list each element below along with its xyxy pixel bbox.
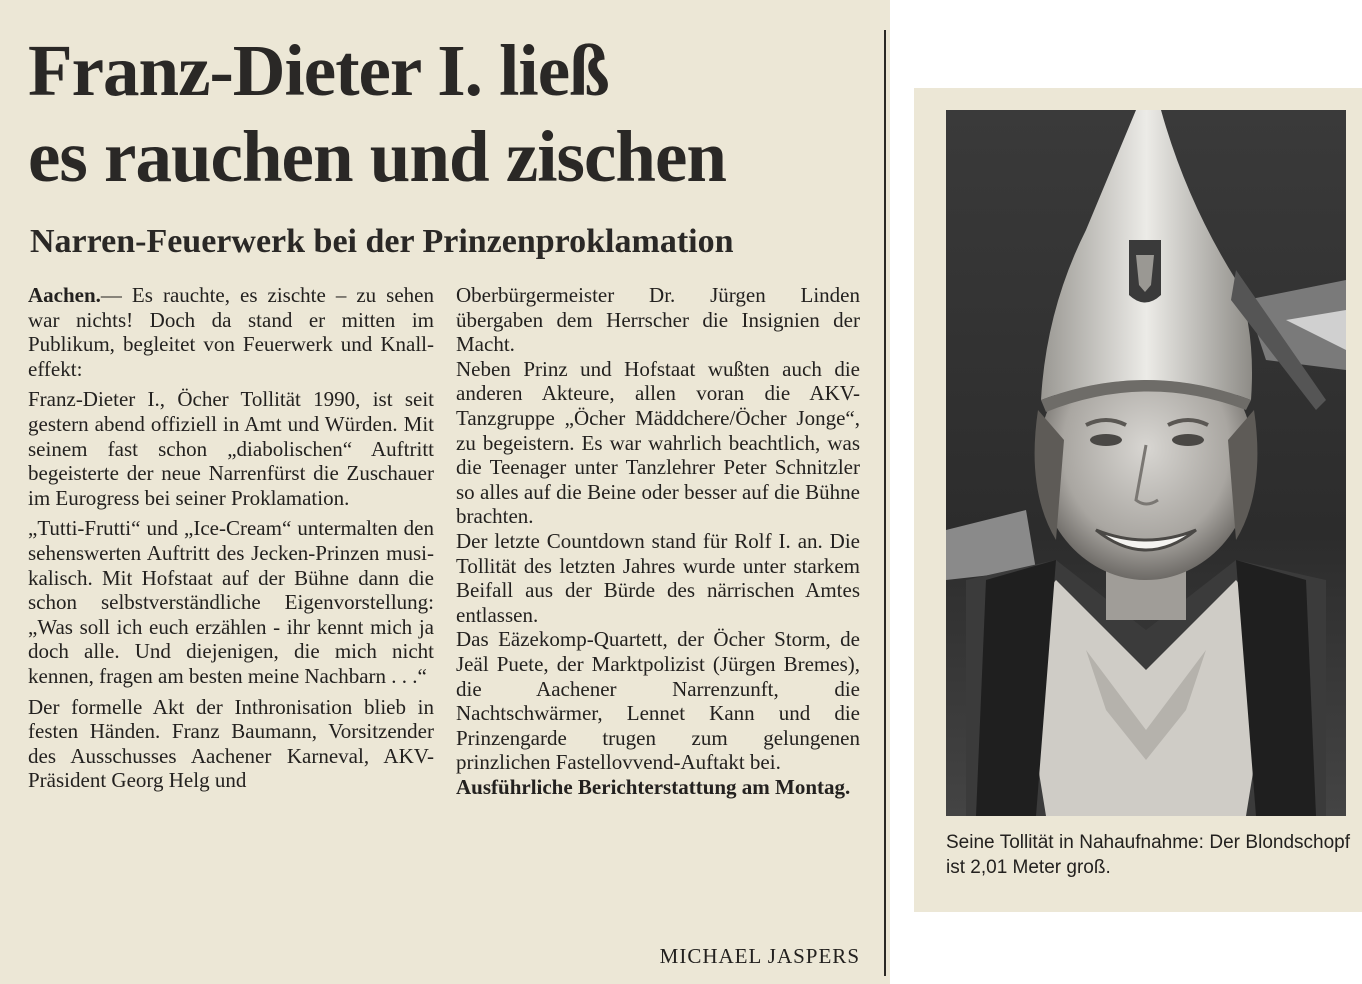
- article-headline: [28, 28, 878, 200]
- headline-line-1: Franz-Dieter I. ließ: [28, 30, 609, 111]
- photo-caption: Seine Tollität in Nahaufnahme: Der Blondschopf ist 2,01 Meter groß.: [946, 832, 1350, 878]
- article-column-left: [28, 283, 434, 793]
- headline-line-2: es rauchen und zischen: [28, 116, 726, 197]
- paragraph: Das Eäzekomp-Quartett, der Öcher Storm, de Jeäl Puete, der Marktpolizist (Jürgen Bremes), die Aachener Narrenzunft, die Nachtschwärmer, Lennet Kann und die Prinzengarde trugen zum gelungenen prinzlichen Fastellovvend-Auftakt bei.: [456, 627, 860, 775]
- paragraph: [28, 283, 434, 381]
- paragraph: Der letzte Countdown stand für Rolf I. an. Die Tollität des letzten Jahres wurde unter starkem Beifall aus der Bürde des närrischen Amtes entlassen.: [456, 528, 860, 627]
- prince-photo: [946, 110, 1346, 816]
- article-subheadline: Narren-Feuerwerk bei der Prinzenproklamation: [30, 223, 734, 260]
- article-column-right: [456, 283, 860, 799]
- column-rule: [884, 30, 886, 976]
- byline: MICHAEL JASPERS: [659, 944, 860, 968]
- paragraph: Franz-Dieter I., Öcher Tollität 1990, ist seit gestern abend offiziell in Amt und Würden. Mit seinem fast schon „diabolischen“ Auftritt begeisterte der neue Narrenfürst die Zuschauer im Eurogress bei seiner Proklamation.: [28, 387, 434, 510]
- paragraph: Neben Prinz und Hofstaat wußten auch die anderen Akteure, allen voran die AKV-Tanzgruppe „Öcher Mäddchere/Öcher Jonge“, zu begeistern. Es war wahrlich beachtlich, was die Teenager unter Tanzlehrer Peter Schnitzler so alles auf die Beine oder besser auf die Bühne brachten.: [456, 356, 860, 529]
- paragraph: „Tutti-Frutti“ und „Ice-Cream“ untermalten den sehenswerten Auftritt des Jecken-Prinzen musikalisch. Mit Hofstaat auf der Bühne dann die schon selbstverständliche Eigenvorstellung: „Was soll ich euch erzählen - ihr kennt mich ja doch alle. Und diejenigen, die mich nicht kennen, fragen am besten meine Nachbarn . . .“: [28, 516, 434, 688]
- dateline: Aachen.: [28, 283, 101, 307]
- prince-portrait-image: [946, 110, 1346, 816]
- newspaper-clipping-photo: [914, 88, 1362, 912]
- paragraph: Oberbürgermeister Dr. Jürgen Linden übergaben dem Herrscher die Insignien der Macht.: [456, 283, 860, 357]
- paragraph-text: — Es rauchte, es zischte – zu sehen war nichts! Doch da stand er mitten im Publikum, begleitet von Feuerwerk und Knalleffekt:: [28, 283, 434, 381]
- report-note: Ausführliche Berichterstattung am Montag.: [456, 774, 851, 799]
- paragraph: Der formelle Akt der Inthronisation blieb in festen Händen. Franz Baumann, Vorsitzender des Ausschusses Aachener Karneval, AKV-Präsident Georg Helg und: [28, 694, 434, 793]
